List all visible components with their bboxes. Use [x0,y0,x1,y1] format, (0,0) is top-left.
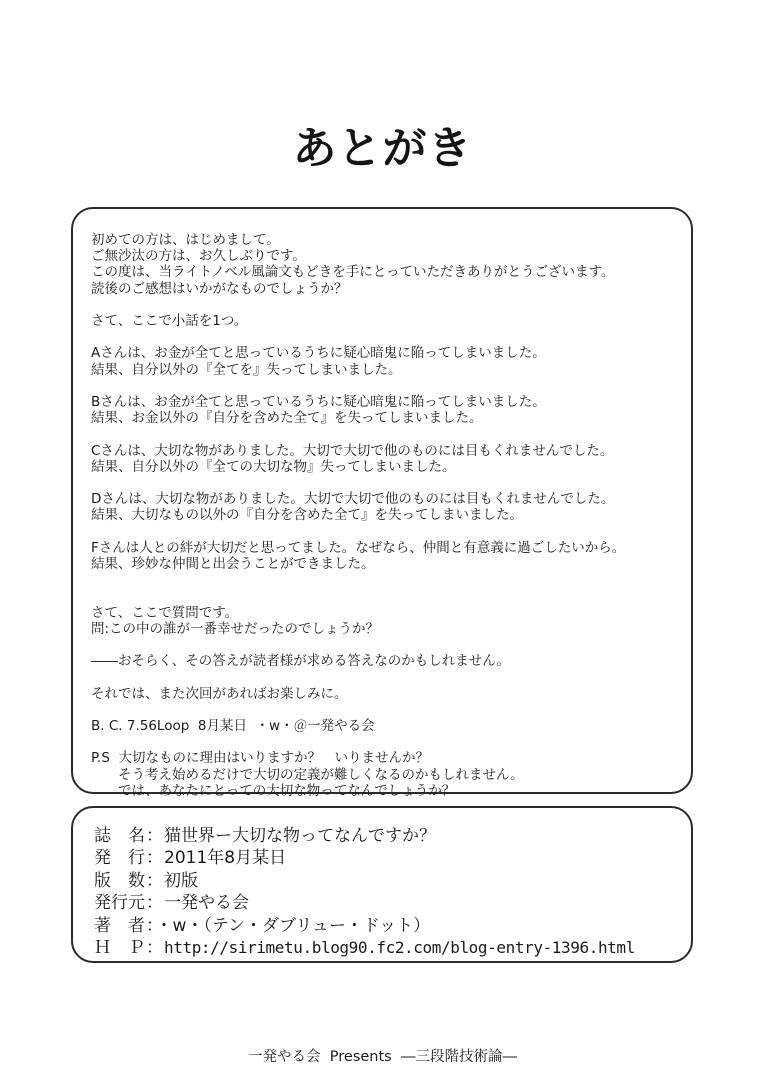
colophon-row [94,825,683,847]
afterword-text [91,232,681,799]
afterword-line [91,734,681,750]
afterword-line: さて、ここで小話を1つ。 [91,313,248,329]
colophon-separator: ： [146,938,163,959]
afterword-line: 問:この中の誰が一番幸せだったのでしょうか？ [91,620,380,637]
afterword-line [91,475,681,491]
afterword-line: この度は、当ライトノベル風論文もどきを手にとっていただきありがとうございます。 [91,264,615,281]
afterword-line: B. C. 7.56Loop 8月某日 ・w・＠一発やる会 [91,717,375,734]
afterword-line: それでは、また次回があればお楽しみに。 [91,685,348,702]
colophon-label: 発行元 [94,893,145,914]
colophon-label: 誌 名 [94,826,145,846]
colophon-row [94,870,683,892]
colophon-label: 版 数 [94,870,145,891]
colophon-value: 初版 [164,870,198,891]
colophon-rows [94,825,683,959]
afterword-box [71,207,693,799]
afterword-line: ご無沙汰の方は、お久しぶりです。 [91,248,306,265]
afterword-line: 結果、自分以外の『全ての大切な物』失ってしまいました。 [91,458,456,475]
afterword-line: 結果、大切なもの以外の『自分を含めた全て』を失ってしまいました。 [91,507,523,524]
colophon-box [71,806,693,963]
afterword-line: 結果、自分以外の『全てを』失ってしまいました。 [91,361,402,378]
afterword-line: では、あなたにとっての大切な物ってなんでしょうか？ [91,782,456,799]
afterword-line: Dさんは、大切な物がありました。大切で大切で他のものには目もくれませんでした。 [91,491,615,508]
afterword-line: 初めての方は、はじめまして。 [91,232,280,248]
afterword-line [91,524,681,540]
afterword-line: P.S 大切なものに理由はいりますか？ いりませんか？ [91,750,429,767]
page-title: あとがき [292,123,473,175]
afterword-line: そう考え始めるだけで大切の定義が難しくなるのかもしれません。 [91,766,524,783]
afterword-line: Bさんは、お金が全てと思っているうちに疑心暗鬼に陥ってしまいました。 [91,393,546,410]
afterword-line: 読後のご感想はいかがなものでしょうか？ [91,280,348,297]
afterword-line: 結果、珍妙な仲間と出会うことができました。 [91,555,375,572]
afterword-line: Fさんは人との絆が大切だと思ってました。なぜなら、仲間と有意義に過ごしたいから。 [91,539,626,556]
colophon-label: Ｈ Ｐ [94,938,145,959]
colophon-separator: ： [146,848,163,869]
colophon-separator: ： [146,826,163,846]
colophon-row [94,892,683,914]
afterword-line [91,378,681,394]
afterword-line [91,572,681,588]
colophon-value: http://sirimetu.blog90.fc2.com/blog-entry-1396.html [164,938,635,958]
afterword-line [91,669,681,685]
afterword-line: Cさんは、大切な物がありました。大切で大切で他のものには目もくれませんでした。 [91,442,614,459]
afterword-line: ――おそらく、その答えが読者様が求める答えなのかもしれません。 [91,653,511,670]
colophon-row [94,937,683,959]
afterword-line [91,702,681,718]
afterword-line [91,588,681,604]
colophon-separator: ： [146,915,155,936]
colophon-value: 一発やる会 [164,893,249,914]
colophon-separator: ： [146,870,163,891]
colophon-value: 猫世界ー大切な物ってなんですか？ [164,826,436,846]
colophon-value: 2011年8月某日 [164,848,287,869]
afterword-line: 結果、お金以外の『自分を含めた全て』を失ってしまいました。 [91,410,483,427]
afterword-line: さて、ここで質問です。 [91,604,239,621]
colophon-label: 発 行 [94,848,145,869]
colophon-separator: ： [146,893,163,914]
afterword-line [91,329,681,345]
page-footer: 一発やる会 Presents ―三段階技術論― [248,1049,517,1065]
colophon-label: 著 者 [94,915,145,936]
colophon-value: ・w・（テン・ダブリュー・ドット） [155,915,431,936]
afterword-line: Aさんは、お金が全てと思っているうちに疑心暗鬼に陥ってしまいました。 [91,345,546,362]
colophon-row [94,915,683,937]
afterword-line [91,637,681,653]
afterword-line [91,426,681,442]
afterword-line [91,297,681,313]
colophon-row [94,847,683,869]
